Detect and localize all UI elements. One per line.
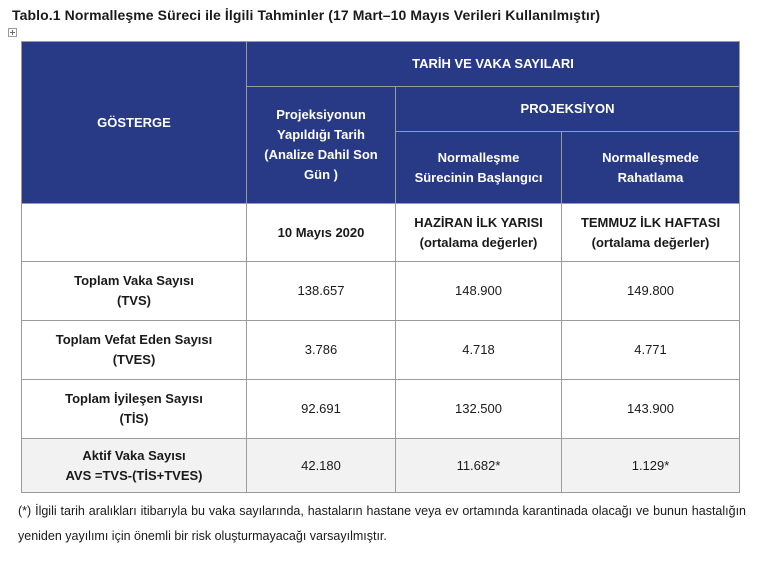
june-first-half-header — [396, 204, 562, 262]
header-line: Projeksiyonun — [276, 107, 366, 122]
row-indicator — [22, 262, 247, 321]
footnote: (*) İlgili tarih aralıkları itibarıyla bu vaka sayılarında, hastaların hastane veya ev ortamında karantinada olacağı ve bunun hastalığın yeniden yayılımı için önemli bir risk oluşturmayacağı varsayılmıştır. — [18, 504, 746, 543]
table-row — [22, 439, 740, 493]
value-cell: 149.800 — [562, 262, 740, 321]
indicator-line: (TVS) — [117, 293, 151, 308]
table-row — [22, 262, 740, 321]
indicator-line: (TİS) — [119, 411, 149, 426]
indicator-line: Aktif Vaka Sayısı — [82, 447, 186, 463]
value-cell: 4.718 — [396, 321, 562, 380]
projection-date-header — [247, 87, 396, 204]
indicator-header: GÖSTERGE — [22, 42, 247, 204]
indicator-line: AVS =TVS-(TİS+TVES) — [65, 467, 203, 483]
row-indicator — [22, 439, 247, 493]
subheader-line: HAZİRAN İLK YARISI — [414, 214, 543, 230]
projection-header: PROJEKSİYON — [396, 87, 740, 132]
row-indicator — [22, 321, 247, 380]
header-line: Sürecinin Başlangıcı — [414, 169, 543, 185]
date-and-case-counts-header: TARİH VE VAKA SAYILARI — [247, 42, 740, 87]
table-title: Tablo.1 Normalleşme Süreci ile İlgili Tahminler (17 Mart–10 Mayıs Verileri Kullanılmıştır) — [12, 7, 601, 23]
july-first-week-header — [562, 204, 740, 262]
indicator-line: Toplam Vaka Sayısı — [74, 273, 194, 288]
header-line: Gün ) — [304, 167, 338, 182]
row-indicator — [22, 380, 247, 439]
indicator-line: Toplam İyileşen Sayısı — [65, 391, 203, 406]
value-cell: 3.786 — [247, 321, 396, 380]
value-cell: 143.900 — [562, 380, 740, 439]
table-row — [22, 380, 740, 439]
value-cell: 132.500 — [396, 380, 562, 439]
header-line: Yapıldığı Tarih — [277, 127, 365, 142]
subheader-line: TEMMUZ İLK HAFTASI — [580, 214, 721, 230]
normalization-start-header — [396, 132, 562, 204]
value-cell: 4.771 — [562, 321, 740, 380]
value-cell: 148.900 — [396, 262, 562, 321]
value-cell: 138.657 — [247, 262, 396, 321]
subheader-line: (ortalama değerler) — [591, 234, 710, 250]
value-cell: 42.180 — [247, 439, 396, 493]
indicator-line: Toplam Vefat Eden Sayısı — [55, 332, 213, 347]
header-line: Normalleşmede — [602, 149, 699, 165]
indicator-line: (TVES) — [112, 352, 156, 367]
value-cell: 92.691 — [247, 380, 396, 439]
header-line: (Analize Dahil Son — [264, 147, 378, 162]
value-cell: 11.682* — [396, 439, 562, 493]
table-move-handle-icon[interactable] — [8, 28, 17, 37]
table-row — [22, 321, 740, 380]
forecast-table — [21, 41, 740, 493]
projection-date-value: 10 Mayıs 2020 — [247, 204, 396, 262]
header-line: Rahatlama — [617, 169, 684, 185]
subheader-empty-cell — [22, 204, 247, 262]
header-line: Normalleşme — [437, 149, 520, 165]
value-cell: 1.129* — [562, 439, 740, 493]
normalization-relief-header — [562, 132, 740, 204]
subheader-line: (ortalama değerler) — [419, 234, 538, 250]
